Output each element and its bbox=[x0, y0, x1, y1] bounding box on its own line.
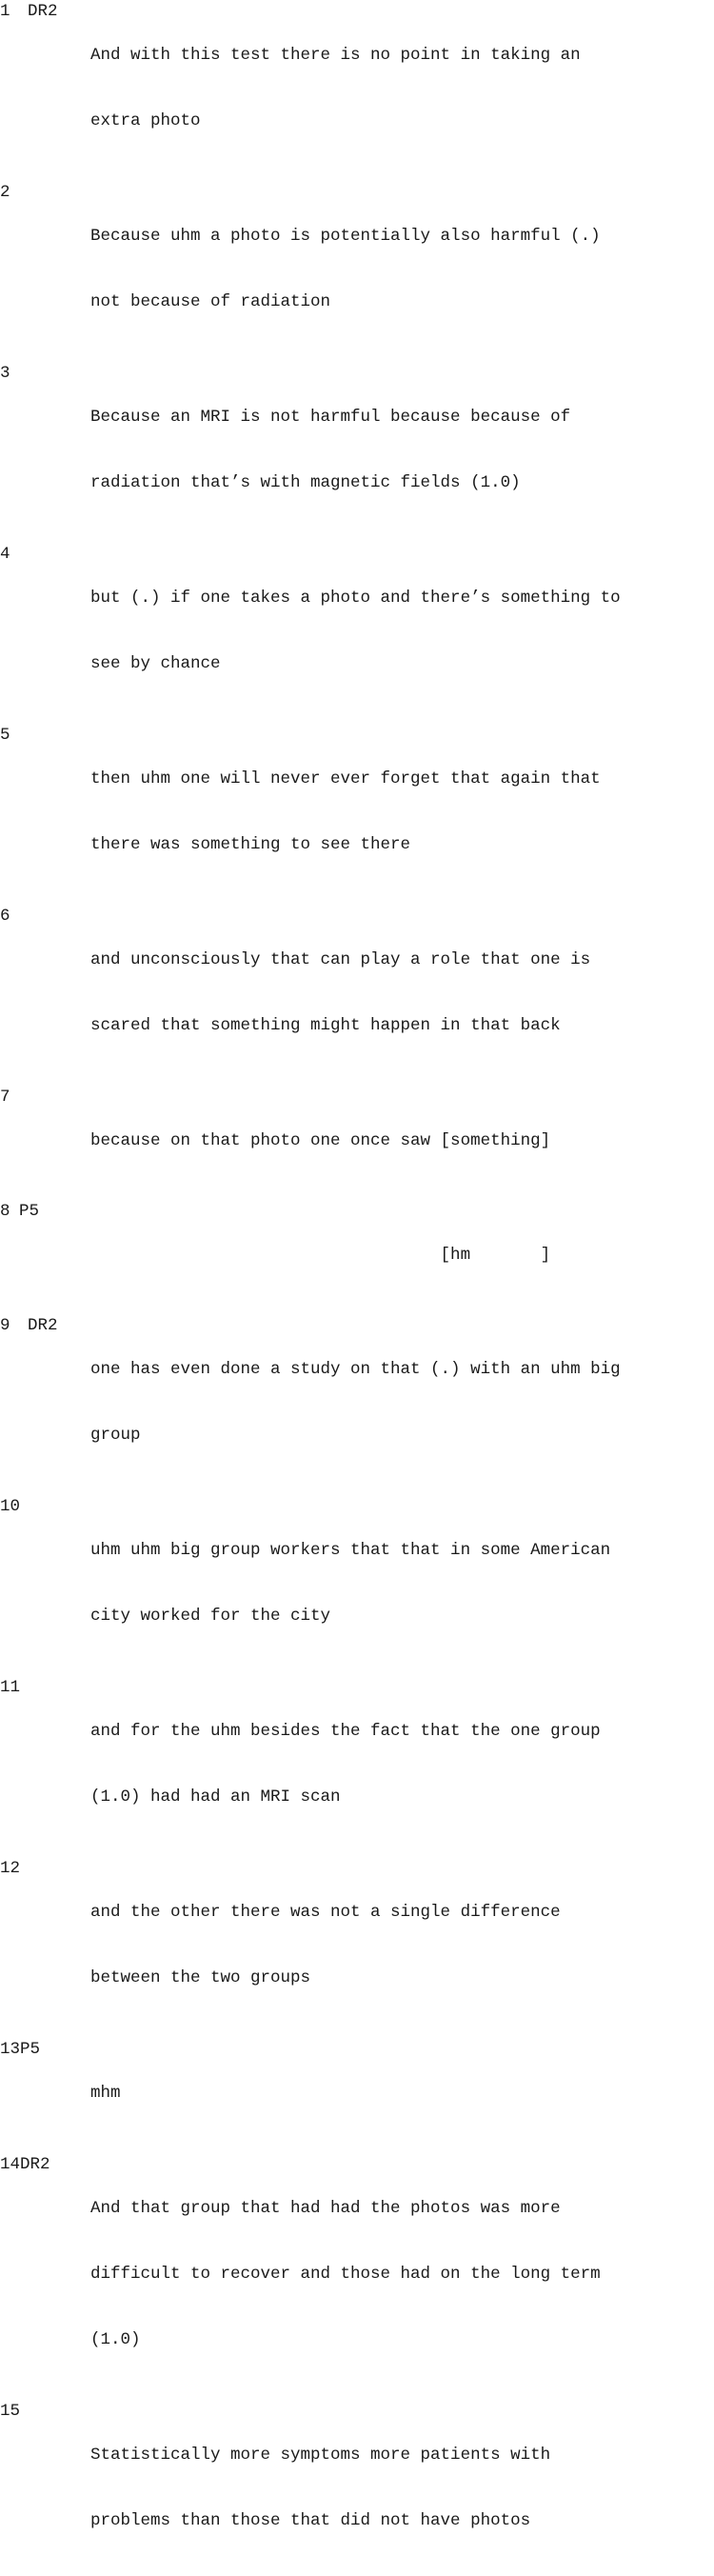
utterance-line: and for the uhm besides the fact that the one group bbox=[90, 1722, 601, 1741]
transcript-turn bbox=[0, 1496, 714, 1671]
line-number: 9 bbox=[0, 1316, 10, 1335]
line-number: 5 bbox=[0, 726, 10, 745]
line-number: 3 bbox=[0, 364, 10, 383]
utterance-line: uhm uhm big group workers that that in some American bbox=[90, 1541, 611, 1560]
utterance-line: group bbox=[90, 1426, 141, 1445]
utterance-line: Because uhm a photo is potentially also harmful (.) bbox=[90, 227, 601, 246]
line-number: 8 bbox=[0, 1202, 10, 1221]
utterance-line: and the other there was not a single difference bbox=[90, 1903, 561, 1922]
line-number: 13 bbox=[0, 2040, 21, 2059]
utterance bbox=[90, 906, 709, 1081]
transcript-turn bbox=[0, 1858, 714, 2033]
utterance bbox=[90, 1858, 709, 2033]
line-number: 14 bbox=[0, 2155, 21, 2174]
transcript-turn bbox=[0, 1087, 714, 1196]
utterance-line: Statistically more symptoms more patients with bbox=[90, 2446, 551, 2465]
utterance-line: one has even done a study on that (.) with an uhm big bbox=[90, 1360, 621, 1379]
speaker-label: P5 bbox=[19, 1202, 40, 1221]
transcript-turn bbox=[0, 1, 714, 176]
line-number: 11 bbox=[0, 1678, 21, 1697]
utterance bbox=[90, 182, 709, 357]
utterance bbox=[90, 1496, 709, 1671]
utterance bbox=[90, 2039, 709, 2148]
transcript-turn bbox=[0, 182, 714, 357]
transcript-turn bbox=[0, 544, 714, 719]
utterance-line: (1.0) had had an MRI scan bbox=[90, 1787, 341, 1807]
transcript-turn bbox=[0, 1201, 714, 1310]
utterance-line: between the two groups bbox=[90, 1968, 311, 1987]
utterance-line: not because of radiation bbox=[90, 292, 331, 311]
transcript-turn bbox=[0, 2039, 714, 2148]
speaker-label: P5 bbox=[20, 2040, 41, 2059]
utterance-line: there was something to see there bbox=[90, 835, 411, 854]
utterance-line: and unconsciously that can play a role that one is bbox=[90, 950, 591, 969]
line-number: 7 bbox=[0, 1088, 10, 1107]
utterance-line: And with this test there is no point in taking an bbox=[90, 46, 581, 65]
utterance bbox=[90, 2401, 709, 2576]
utterance-line: mhm bbox=[90, 2084, 121, 2103]
utterance-line: then uhm one will never ever forget that again that bbox=[90, 769, 601, 789]
utterance bbox=[90, 1201, 709, 1310]
utterance-line: see by chance bbox=[90, 654, 221, 673]
line-number: 12 bbox=[0, 1859, 21, 1878]
transcript-turn bbox=[0, 725, 714, 900]
utterance-line: [hm ] bbox=[90, 1246, 551, 1265]
line-number: 4 bbox=[0, 545, 10, 564]
transcript-turn bbox=[0, 2154, 714, 2395]
utterance-line: problems than those that did not have photos bbox=[90, 2511, 531, 2530]
utterance-line: because on that photo one once saw [something] bbox=[90, 1131, 551, 1150]
line-number: 2 bbox=[0, 183, 10, 202]
utterance-line: Because an MRI is not harmful because because of bbox=[90, 408, 571, 427]
speaker-label: DR2 bbox=[28, 2, 58, 21]
utterance bbox=[90, 1315, 709, 1490]
transcript-turn bbox=[0, 2401, 714, 2576]
utterance bbox=[90, 2154, 709, 2395]
line-number: 1 bbox=[0, 2, 10, 21]
utterance-line: And that group that had had the photos was more bbox=[90, 2199, 561, 2218]
transcript-turn bbox=[0, 1315, 714, 1490]
transcript-turn bbox=[0, 363, 714, 538]
line-number: 6 bbox=[0, 907, 10, 926]
utterance bbox=[90, 1677, 709, 1852]
utterance-line: but (.) if one takes a photo and there’s something to bbox=[90, 589, 621, 608]
utterance-line: scared that something might happen in that back bbox=[90, 1016, 561, 1035]
line-number: 15 bbox=[0, 2402, 21, 2421]
speaker-label: DR2 bbox=[20, 2155, 50, 2174]
utterance bbox=[90, 544, 709, 719]
transcript-turn bbox=[0, 906, 714, 1081]
utterance bbox=[90, 1087, 709, 1196]
utterance-line: city worked for the city bbox=[90, 1607, 331, 1626]
utterance bbox=[90, 1, 709, 176]
utterance-line: radiation that’s with magnetic fields (1.0) bbox=[90, 473, 521, 492]
utterance bbox=[90, 725, 709, 900]
transcript-turn bbox=[0, 1677, 714, 1852]
utterance-line: (1.0) bbox=[90, 2330, 141, 2349]
line-number: 10 bbox=[0, 1497, 21, 1516]
utterance bbox=[90, 363, 709, 538]
utterance-line: extra photo bbox=[90, 111, 201, 130]
utterance-line: difficult to recover and those had on the long term bbox=[90, 2265, 601, 2284]
speaker-label: DR2 bbox=[28, 1316, 58, 1335]
